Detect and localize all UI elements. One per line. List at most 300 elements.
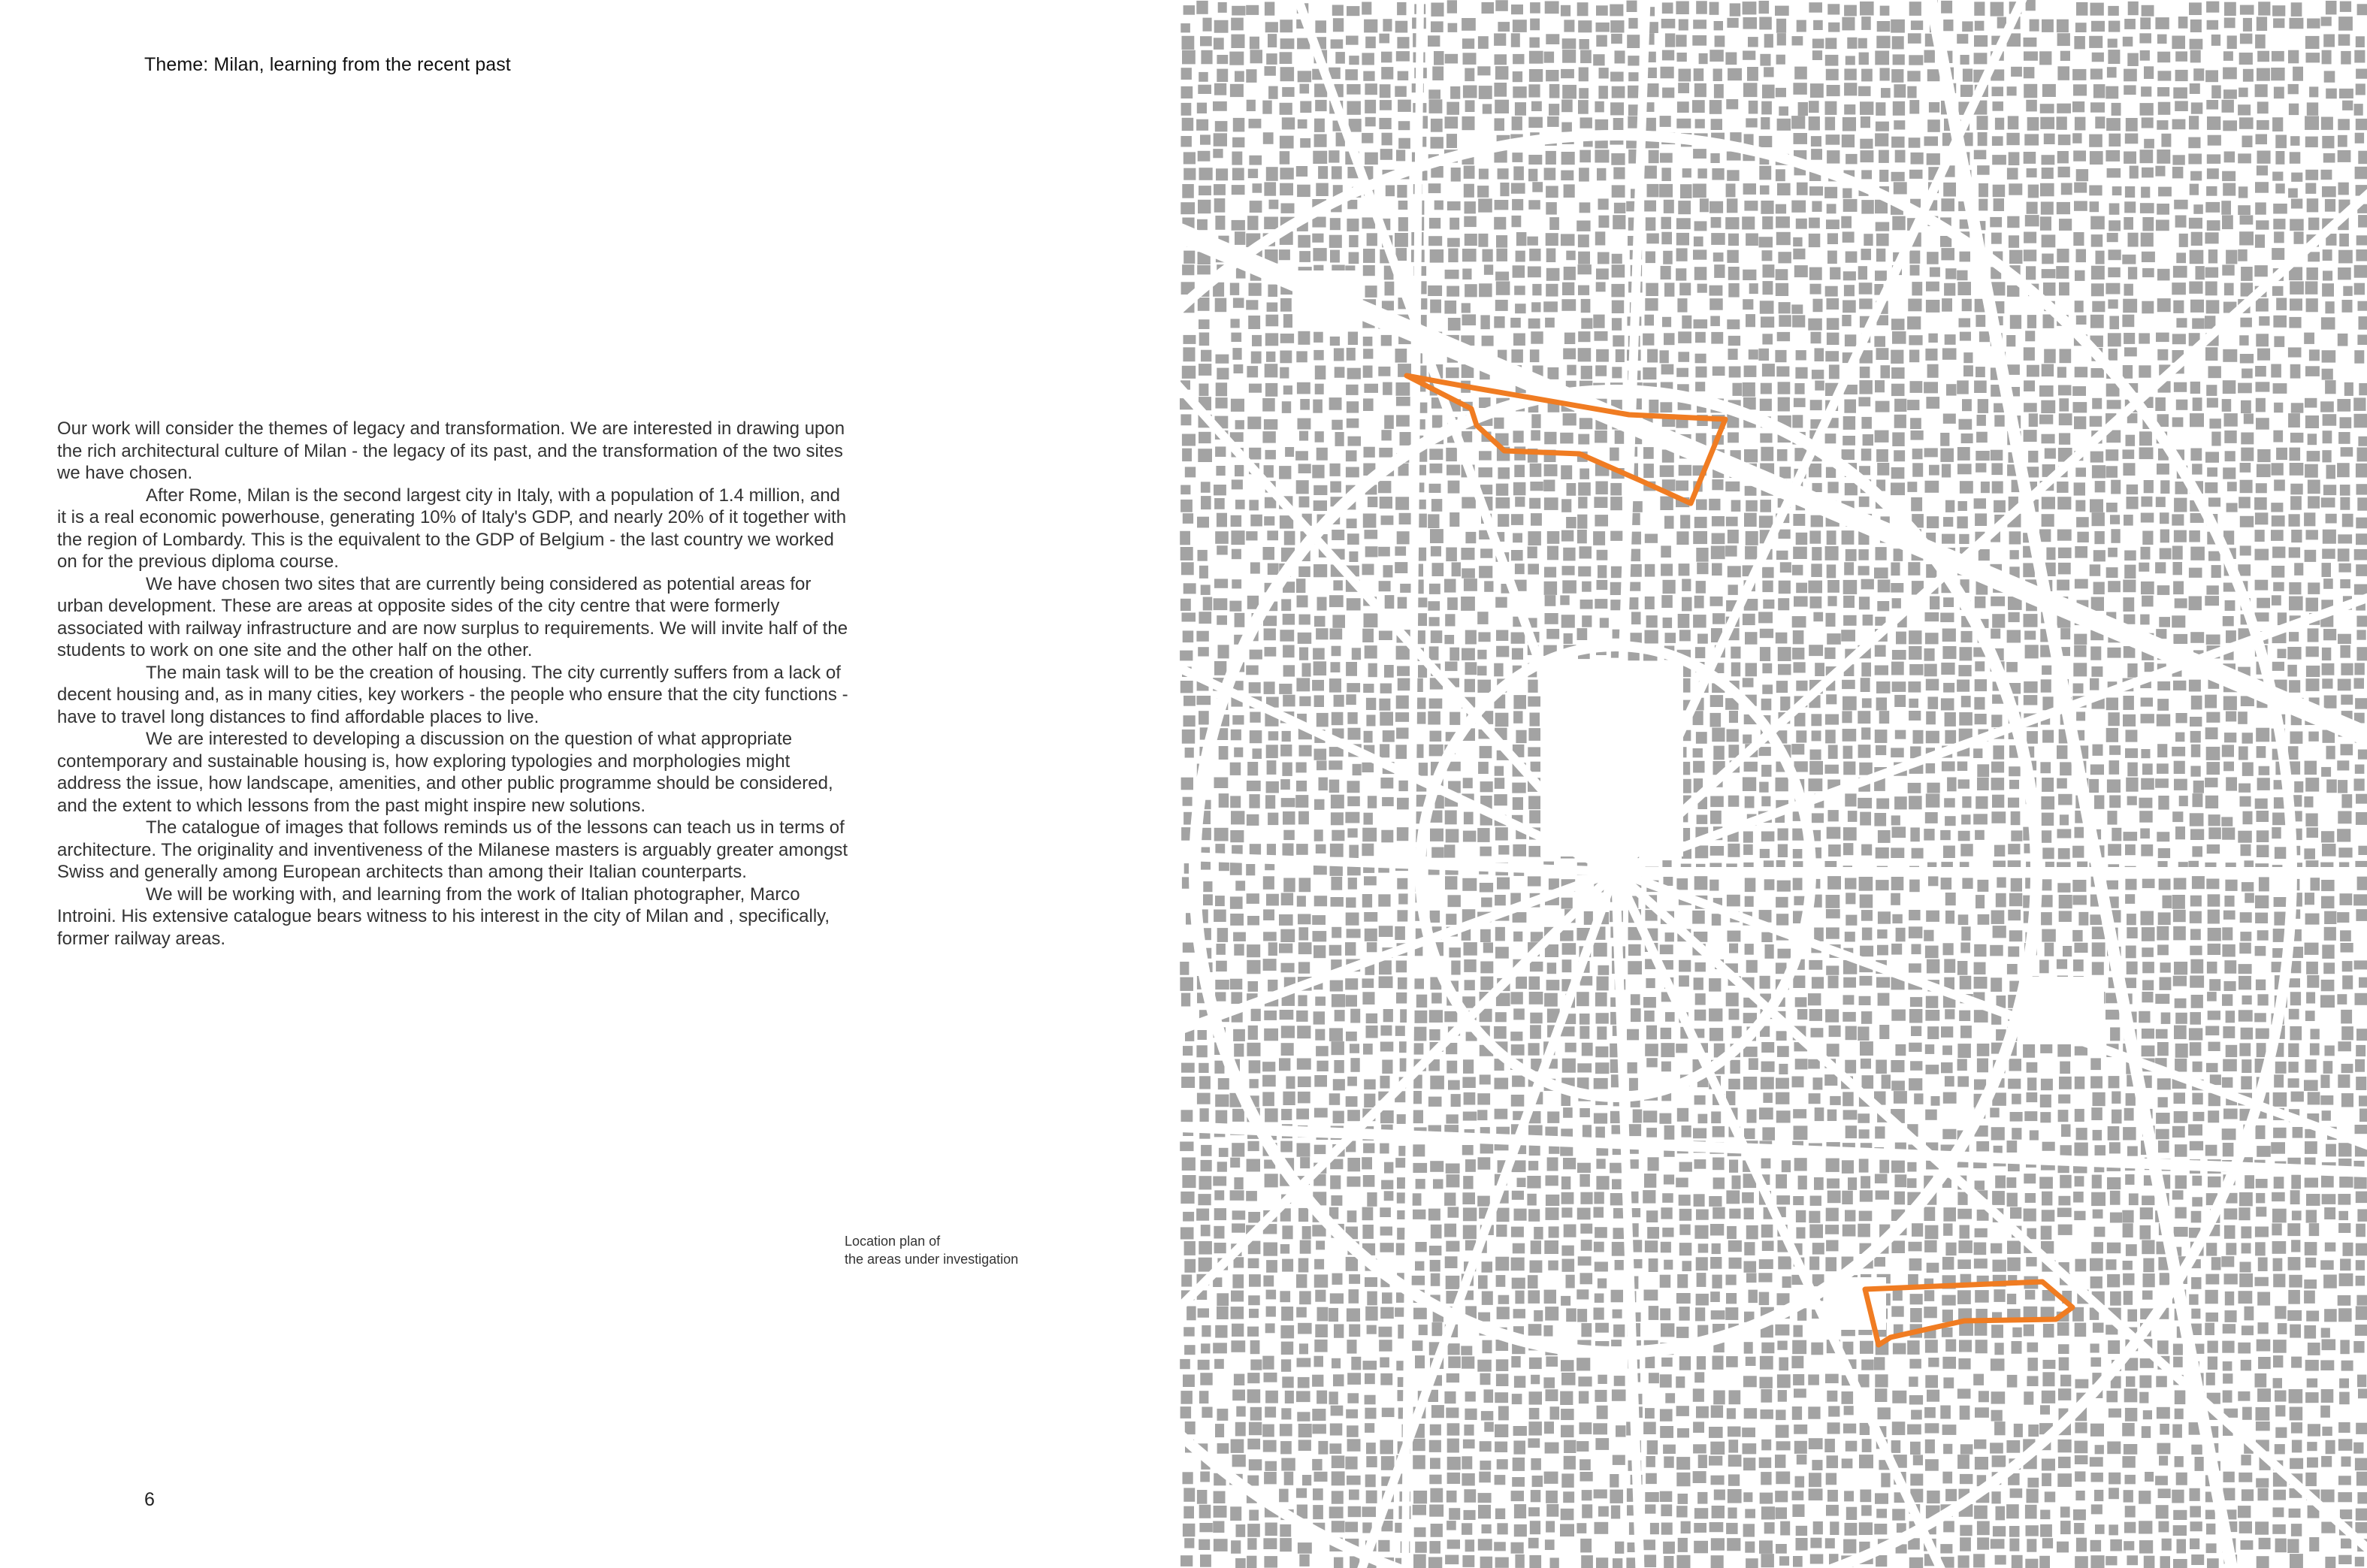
- building-block: [2075, 467, 2086, 476]
- building-block: [1347, 418, 1359, 428]
- building-block: [2257, 51, 2269, 62]
- building-block: [1315, 1029, 1325, 1041]
- building-block: [1612, 86, 1625, 98]
- building-block: [2256, 220, 2269, 229]
- building-block: [2354, 778, 2365, 790]
- building-block: [2175, 51, 2187, 61]
- building-block: [1844, 5, 1857, 17]
- building-block: [1464, 812, 1474, 825]
- building-block: [1253, 183, 1262, 193]
- building-block: [2288, 84, 2299, 94]
- building-block: [1479, 169, 1489, 180]
- building-block: [1232, 6, 1245, 16]
- building-block: [1544, 497, 1558, 510]
- building-block: [1579, 88, 1589, 98]
- building-block: [2160, 530, 2169, 543]
- building-block: [1643, 997, 1656, 1008]
- building-block: [2257, 1146, 2271, 1157]
- building-block: [2109, 760, 2120, 775]
- building-block: [1760, 186, 1770, 195]
- building-block: [2326, 465, 2336, 479]
- building-block: [1396, 397, 1410, 406]
- building-block: [1199, 861, 1211, 870]
- building-block: [1313, 945, 1326, 958]
- building-block: [1875, 380, 1885, 392]
- building-block: [2126, 778, 2138, 792]
- building-block: [1809, 761, 1823, 775]
- building-block: [1484, 264, 1493, 275]
- building-block: [2273, 1092, 2287, 1107]
- building-block: [1809, 2, 1822, 13]
- building-block: [1527, 1194, 1536, 1206]
- building-block: [1779, 107, 1788, 116]
- building-block: [1347, 712, 1357, 724]
- building-block: [1567, 365, 1576, 376]
- building-block: [2356, 83, 2365, 95]
- building-block: [1580, 50, 1592, 64]
- building-block: [2112, 828, 2121, 841]
- building-block: [2075, 943, 2088, 953]
- building-block: [2110, 1191, 2121, 1205]
- building-block: [1280, 298, 1292, 312]
- building-block: [1677, 298, 1687, 313]
- building-block: [2290, 152, 2301, 164]
- building-block: [2353, 397, 2365, 411]
- building-block: [1428, 711, 1440, 725]
- building-block: [1880, 6, 1890, 16]
- building-block: [2306, 827, 2318, 838]
- building-block: [2059, 433, 2070, 444]
- building-block: [1530, 349, 1539, 362]
- building-block: [2157, 464, 2169, 475]
- building-block: [1693, 1128, 1706, 1139]
- building-block: [1180, 1142, 1193, 1152]
- building-block: [1593, 531, 1605, 545]
- building-block: [1397, 37, 1409, 48]
- building-block: [1463, 86, 1477, 98]
- building-block: [1249, 500, 1259, 510]
- paragraph: The main task will to be the creation of housing. The city currently suffers from a lack of decent housing and, as in many cities, key workers - the people who ensure that the city functions - have to travel long distances to find affordable places to live.: [57, 662, 848, 727]
- building-block: [1218, 645, 1229, 658]
- building-block: [2239, 186, 2248, 198]
- building-block: [1246, 5, 1259, 15]
- building-block: [1843, 1012, 1856, 1022]
- building-block: [2206, 712, 2220, 723]
- building-block: [1215, 298, 1227, 313]
- building-block: [2139, 333, 2150, 343]
- building-block: [1798, 1176, 1807, 1190]
- building-block: [1232, 715, 1244, 725]
- building-block: [2274, 231, 2284, 243]
- building-block: [2163, 896, 2172, 908]
- building-block: [2289, 582, 2301, 594]
- building-block: [1232, 1109, 1244, 1122]
- building-block: [2223, 911, 2236, 920]
- building-block: [2190, 20, 2202, 32]
- building-block: [1826, 694, 1836, 704]
- building-block: [2338, 1194, 2350, 1205]
- building-block: [2174, 498, 2187, 512]
- building-block: [1268, 731, 1279, 740]
- building-block: [1480, 548, 1492, 558]
- building-block: [2192, 876, 2205, 889]
- building-block: [1909, 350, 1919, 363]
- building-block: [1991, 811, 2006, 823]
- building-block: [1214, 828, 1229, 841]
- building-block: [2289, 1009, 2299, 1020]
- building-block: [1545, 2, 1559, 14]
- building-block: [1266, 745, 1278, 758]
- building-block: [2158, 1097, 2168, 1107]
- building-block: [1213, 149, 1223, 158]
- building-block: [1924, 1240, 1937, 1252]
- building-block: [1335, 367, 1345, 378]
- building-block: [1384, 1162, 1393, 1174]
- building-block: [1610, 497, 1622, 510]
- building-block: [1214, 498, 1225, 509]
- building-block: [1597, 580, 1608, 590]
- building-block: [1945, 712, 1956, 727]
- building-block: [2272, 813, 2286, 826]
- building-block: [1182, 1175, 1196, 1188]
- building-block: [1628, 1124, 1641, 1136]
- building-block: [2006, 335, 2015, 346]
- building-block: [1876, 1191, 1889, 1200]
- building-block: [2109, 134, 2121, 147]
- building-block: [1960, 1026, 1972, 1038]
- building-block: [1610, 448, 1619, 461]
- building-block: [1776, 55, 1785, 65]
- building-block: [2221, 201, 2231, 215]
- building-block: [2257, 830, 2269, 842]
- building-block: [1698, 1243, 1709, 1252]
- building-block: [1428, 183, 1441, 193]
- building-block: [1612, 1179, 1622, 1189]
- building-block: [1313, 248, 1326, 261]
- building-block: [2109, 204, 2120, 215]
- building-block: [1942, 348, 1957, 359]
- building-block: [1528, 546, 1537, 558]
- building-block: [1760, 629, 1773, 638]
- building-block: [1447, 238, 1460, 247]
- building-block: [2057, 1208, 2072, 1217]
- building-block: [1380, 84, 1391, 98]
- building-block: [1643, 464, 1654, 478]
- building-block: [1930, 597, 1939, 610]
- building-block: [1909, 926, 1923, 938]
- building-block: [2006, 662, 2018, 672]
- building-block: [1477, 650, 1486, 660]
- building-block: [1497, 1208, 1510, 1222]
- building-block: [1842, 711, 1852, 723]
- building-block: [2091, 597, 2104, 612]
- building-block: [2025, 331, 2035, 341]
- building-block: [1180, 23, 1190, 32]
- building-block: [2011, 67, 2022, 77]
- building-block: [1511, 349, 1523, 363]
- building-block: [1497, 878, 1510, 890]
- building-block: [2256, 1179, 2268, 1188]
- building-block: [1943, 20, 1953, 31]
- building-block: [2309, 86, 2318, 97]
- building-block: [1843, 271, 1856, 280]
- building-block: [1235, 71, 1244, 82]
- building-block: [1477, 828, 1489, 842]
- building-block: [1547, 1157, 1558, 1171]
- building-block: [1298, 811, 1309, 825]
- building-block: [2291, 199, 2302, 209]
- building-block: [1546, 202, 1557, 215]
- building-block: [1665, 33, 1675, 47]
- building-block: [1513, 431, 1524, 443]
- building-block: [1926, 911, 1939, 922]
- building-block: [1827, 318, 1839, 330]
- building-block: [1363, 1144, 1374, 1153]
- building-block: [1696, 1, 1707, 14]
- building-block: [2042, 778, 2054, 792]
- building-block: [2272, 662, 2284, 671]
- building-block: [1264, 419, 1277, 430]
- building-block: [2275, 135, 2287, 149]
- building-block: [1843, 746, 1853, 759]
- building-block: [1580, 469, 1589, 479]
- building-block: [1942, 534, 1955, 544]
- building-block: [2358, 846, 2367, 855]
- building-block: [1792, 648, 1804, 660]
- building-block: [1678, 331, 1691, 343]
- building-block: [1927, 69, 1940, 81]
- building-block: [2273, 582, 2284, 591]
- building-block: [1974, 150, 1987, 159]
- building-block: [2224, 2, 2236, 16]
- building-block: [1251, 1009, 1261, 1021]
- building-block: [2140, 1225, 2151, 1240]
- building-block: [2205, 796, 2218, 808]
- building-block: [2157, 944, 2169, 955]
- building-block: [1513, 912, 1527, 923]
- building-block: [2321, 1174, 2334, 1188]
- building-block: [1346, 1032, 1357, 1041]
- building-block: [1862, 1075, 1874, 1089]
- building-block: [1313, 350, 1323, 361]
- building-block: [1384, 415, 1394, 429]
- building-block: [2161, 1013, 2171, 1024]
- building-block: [2338, 334, 2348, 346]
- building-block: [2306, 992, 2315, 1003]
- building-block: [1279, 466, 1291, 479]
- building-block: [1743, 678, 1754, 687]
- building-block: [1444, 1011, 1457, 1022]
- building-block: [2072, 69, 2086, 80]
- building-block: [2191, 745, 2201, 757]
- building-block: [1218, 1078, 1229, 1089]
- building-block: [1543, 301, 1558, 312]
- building-block: [1528, 563, 1539, 574]
- building-block: [1332, 830, 1344, 841]
- building-block: [2091, 1192, 2106, 1206]
- building-block: [1512, 153, 1522, 162]
- building-block: [1794, 1158, 1807, 1171]
- building-block: [1874, 336, 1885, 346]
- building-block: [1797, 183, 1808, 195]
- building-block: [1362, 1157, 1372, 1169]
- building-block: [1742, 216, 1755, 229]
- building-block: [2109, 316, 2119, 330]
- building-block: [1495, 1109, 1508, 1119]
- building-block: [1398, 597, 1407, 609]
- building-block: [1566, 251, 1575, 261]
- building-block: [1596, 23, 1610, 32]
- building-block: [2190, 911, 2202, 923]
- building-block: [1843, 301, 1856, 313]
- building-block: [1314, 616, 1326, 627]
- building-block: [1995, 1176, 2006, 1189]
- building-block: [1596, 5, 1608, 15]
- building-block: [2275, 151, 2284, 165]
- building-block: [2157, 715, 2170, 727]
- building-block: [2124, 152, 2136, 164]
- building-block: [1561, 100, 1573, 113]
- building-block: [1213, 1177, 1226, 1186]
- building-block: [2226, 1045, 2238, 1057]
- building-block: [1564, 267, 1576, 280]
- building-block: [2355, 698, 2367, 709]
- building-block: [1747, 67, 1758, 81]
- building-block: [1330, 250, 1340, 263]
- building-block: [1627, 35, 1640, 48]
- building-block: [2175, 826, 2185, 839]
- building-block: [1942, 761, 1955, 771]
- building-block: [1662, 50, 1674, 61]
- building-block: [1958, 501, 1967, 511]
- building-block: [1528, 267, 1541, 278]
- building-block: [1759, 515, 1773, 527]
- building-block: [2294, 563, 2303, 576]
- building-block: [2245, 893, 2254, 903]
- building-block: [1861, 579, 1874, 590]
- building-block: [1776, 914, 1788, 925]
- building-block: [1861, 116, 1870, 128]
- building-block: [2160, 962, 2171, 972]
- building-block: [1792, 565, 1803, 576]
- paragraph: After Rome, Milan is the second largest city in Italy, with a population of 1.4 million, and it is a real economic powerhouse, generating 10% of Italy's GDP, and nearly 20% of it together with the region of Lombardy. This is the equivalent to the GDP of Belgium - the last country we worked on for the previous diploma course.: [57, 485, 847, 572]
- building-block: [2175, 733, 2184, 742]
- building-block: [1698, 1114, 1708, 1124]
- building-block: [1942, 629, 1956, 642]
- building-block: [1827, 1110, 1837, 1121]
- building-block: [1381, 52, 1392, 63]
- building-block: [2141, 844, 2153, 857]
- building-block: [2354, 104, 2363, 116]
- building-block: [1266, 1260, 1277, 1273]
- building-block: [1496, 630, 1508, 642]
- building-block: [1547, 116, 1559, 127]
- building-block: [1546, 980, 1560, 990]
- building-block: [1710, 796, 1724, 808]
- building-block: [2030, 20, 2039, 32]
- building-block: [1214, 1190, 1224, 1200]
- building-block: [1379, 118, 1391, 129]
- building-block: [1695, 993, 1706, 1005]
- building-block: [1712, 168, 1724, 180]
- building-block: [1531, 513, 1542, 526]
- building-block: [1943, 517, 1953, 527]
- building-block: [1815, 381, 1824, 391]
- building-block: [2224, 960, 2236, 974]
- building-block: [2024, 51, 2038, 60]
- building-block: [2024, 430, 2037, 442]
- building-block: [1891, 1161, 1905, 1173]
- building-block: [1958, 665, 1971, 676]
- building-block: [1364, 731, 1373, 743]
- building-block: [1727, 18, 1738, 28]
- building-block: [1746, 500, 1758, 512]
- building-block: [1879, 1160, 1889, 1174]
- building-block: [1825, 1225, 1839, 1234]
- building-block: [1447, 0, 1457, 13]
- building-block: [2323, 249, 2332, 261]
- building-block: [1958, 1240, 1972, 1253]
- building-block: [1577, 2, 1589, 16]
- building-block: [1743, 1077, 1757, 1089]
- building-block: [1580, 600, 1593, 609]
- building-block: [1329, 595, 1344, 607]
- building-block: [1346, 662, 1357, 676]
- building-block: [1926, 996, 1939, 1008]
- building-block: [2321, 980, 2335, 991]
- building-block: [1926, 679, 1939, 691]
- building-block: [2307, 102, 2318, 115]
- building-block: [1429, 745, 1443, 757]
- building-block: [2271, 364, 2281, 378]
- building-block: [2025, 1193, 2036, 1203]
- building-block: [1334, 348, 1344, 361]
- building-block: [1778, 382, 1791, 394]
- building-block: [2075, 367, 2087, 377]
- building-block: [1595, 992, 1607, 1007]
- building-block: [1743, 51, 1755, 60]
- building-block: [1891, 583, 1903, 593]
- building-block: [2074, 1211, 2085, 1220]
- building-block: [1907, 316, 1921, 329]
- building-block: [1231, 515, 1242, 527]
- building-block: [1395, 745, 1407, 759]
- building-block: [1479, 397, 1491, 408]
- building-block: [1599, 68, 1609, 78]
- building-block: [1759, 237, 1773, 247]
- building-block: [1279, 914, 1293, 926]
- building-block: [1199, 186, 1211, 195]
- building-block: [2245, 1175, 2254, 1189]
- building-block: [1413, 1091, 1422, 1104]
- building-block: [2338, 1143, 2351, 1156]
- building-block: [2226, 250, 2237, 264]
- building-block: [2356, 1077, 2366, 1090]
- building-block: [1577, 515, 1587, 529]
- building-block: [2009, 612, 2020, 622]
- building-block: [2124, 85, 2136, 95]
- building-block: [2273, 1128, 2287, 1138]
- building-block: [2322, 350, 2336, 362]
- building-block: [2106, 466, 2118, 478]
- building-block: [1991, 2, 2004, 17]
- building-block: [2239, 117, 2254, 129]
- building-block: [1880, 68, 1890, 81]
- building-block: [1746, 314, 1755, 327]
- building-block: [1215, 121, 1228, 131]
- building-block: [1912, 463, 1923, 476]
- building-block: [2337, 463, 2350, 477]
